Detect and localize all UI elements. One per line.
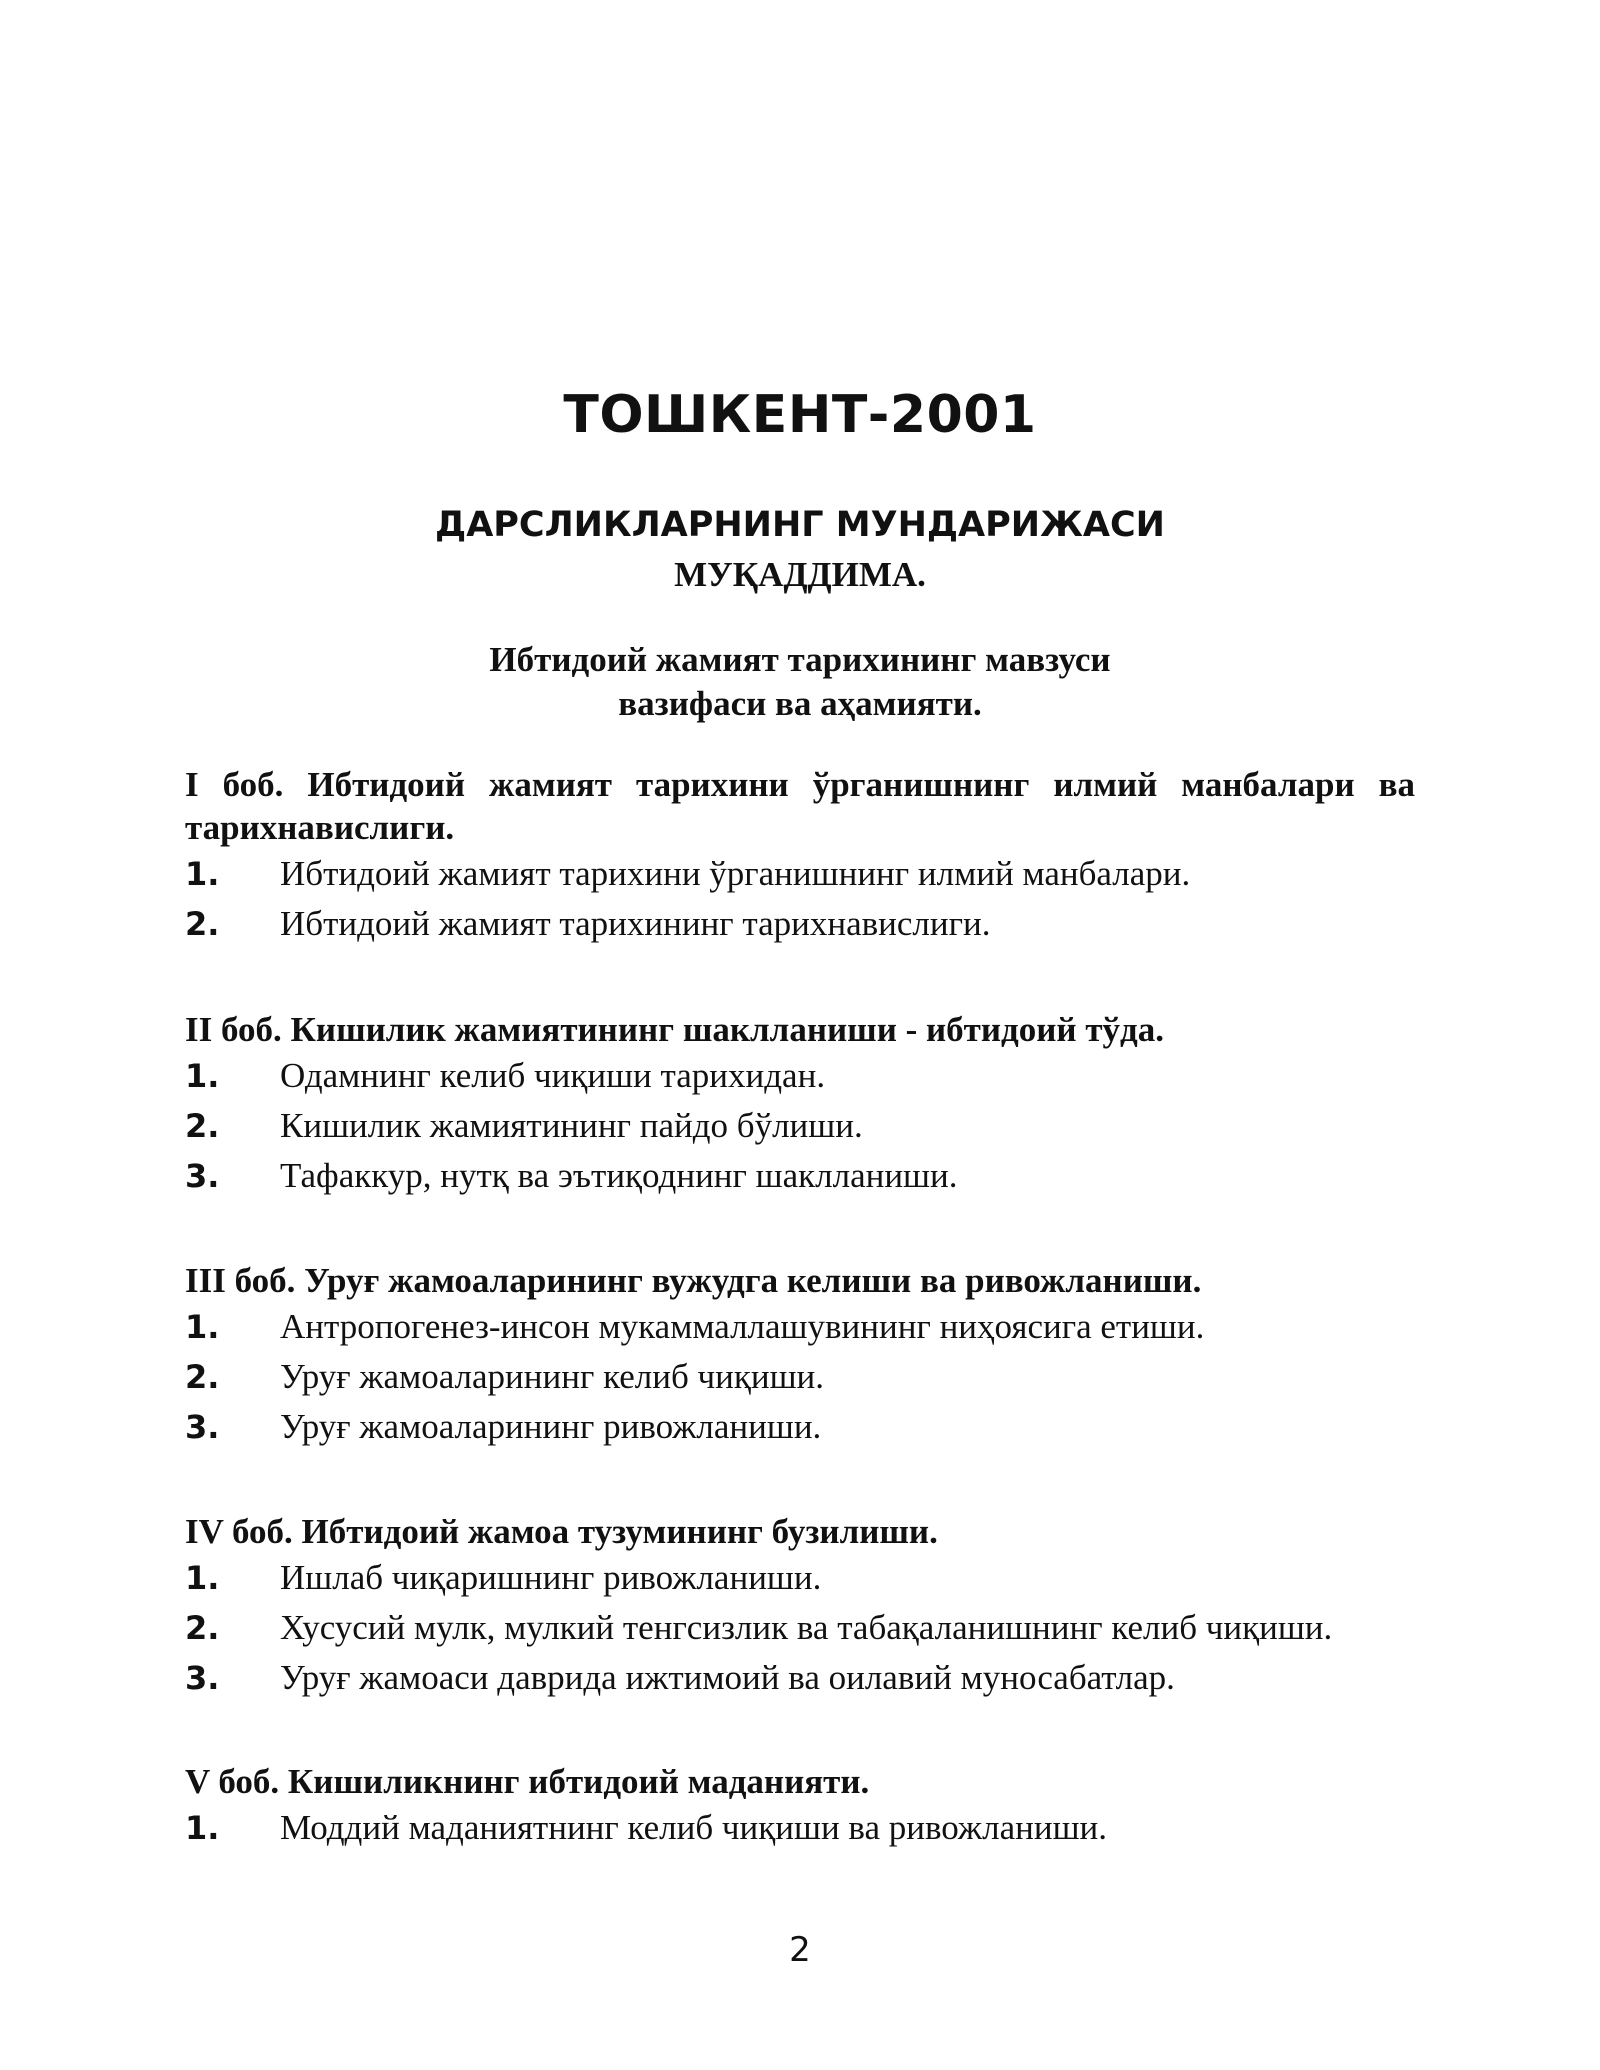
chapter-3 (185, 1259, 1415, 1457)
item-text: Уруғ жамоаларининг ривожланиши. (280, 1407, 822, 1446)
item-number: 2. (185, 1609, 220, 1647)
item-number: 1. (185, 1057, 220, 1095)
chapter-2 (185, 1008, 1415, 1206)
chapter-heading: II боб. Кишилик жамиятининг шаклланиши - ибтидоий тўда. (185, 1010, 1164, 1049)
chapter-heading: III боб. Уруғ жамоаларининг вужудга келиши ва ривожланиши. (185, 1261, 1202, 1300)
item-text: Уруғ жамоаси даврида ижтимоий ва оилавий муносабатлар. (280, 1658, 1175, 1697)
list-item (185, 1608, 1415, 1658)
intro-subtitle (0, 638, 1600, 726)
item-text: Кишилик жамиятининг пайдо бўлиши. (280, 1106, 863, 1145)
city-year-title: ТОШКЕНТ-2001 (563, 385, 1037, 445)
list-item (185, 1307, 1415, 1357)
chapter-1 (185, 763, 1415, 954)
intro-subtitle-line-1: Ибтидоий жамият тарихининг мавзуси (489, 640, 1111, 679)
item-text: Антропогенез-инсон мукаммаллашувининг ниҳоясига етиши. (280, 1307, 1205, 1346)
page-number: 2 (789, 1930, 811, 1970)
item-text: Одамнинг келиб чиқиши тарихидан. (280, 1056, 826, 1095)
chapter-heading: V боб. Кишиликнинг ибтидоий маданияти. (185, 1762, 870, 1801)
item-text: Уруғ жамоаларининг келиб чиқиши. (280, 1357, 825, 1396)
item-text: Ибтидоий жамият тарихини ўрганишнинг илмий манбалари. (280, 854, 1191, 893)
item-text: Ибтидоий жамият тарихининг тарихнавислиги. (280, 904, 991, 943)
item-number: 2. (185, 1358, 220, 1396)
list-item (185, 1808, 1415, 1858)
item-number: 1. (185, 1559, 220, 1597)
intro-title: МУҚАДДИМА. (674, 555, 926, 594)
list-item (185, 904, 1415, 954)
item-number: 2. (185, 1107, 220, 1145)
chapter-5 (185, 1760, 1415, 1858)
item-text: Моддий маданиятнинг келиб чиқиши ва ривожланиши. (280, 1808, 1107, 1847)
item-number: 1. (185, 855, 220, 893)
item-number: 3. (185, 1659, 220, 1697)
list-item (185, 1156, 1415, 1206)
contents-title: ДАРСЛИКЛАРНИНГ МУНДАРИЖАСИ (435, 505, 1165, 545)
item-number: 3. (185, 1157, 220, 1195)
chapter-heading: IV боб. Ибтидоий жамоа тузумининг бузилиши. (185, 1512, 938, 1551)
list-item (185, 1056, 1415, 1106)
item-text: Хусусий мулк, мулкий тенгсизлик ва табақаланишнинг келиб чиқиши. (280, 1608, 1333, 1647)
item-number: 2. (185, 905, 220, 943)
list-item (185, 1357, 1415, 1407)
list-item (185, 1407, 1415, 1457)
item-text: Тафаккур, нутқ ва эътиқоднинг шаклланиши. (280, 1156, 958, 1195)
list-item (185, 854, 1415, 904)
intro-subtitle-line-2: вазифаси ва аҳамияти. (618, 684, 982, 723)
item-number: 3. (185, 1408, 220, 1446)
item-number: 1. (185, 1809, 220, 1847)
item-text: Ишлаб чиқаришнинг ривожланиши. (280, 1558, 822, 1597)
list-item (185, 1106, 1415, 1156)
list-item (185, 1558, 1415, 1608)
item-number: 1. (185, 1308, 220, 1346)
chapter-heading: I боб. Ибтидоий жамият тарихини ўрганишнинг илмий манбалари ва тарихнавислиги. (185, 765, 1415, 847)
list-item (185, 1658, 1415, 1708)
chapter-4 (185, 1510, 1415, 1708)
